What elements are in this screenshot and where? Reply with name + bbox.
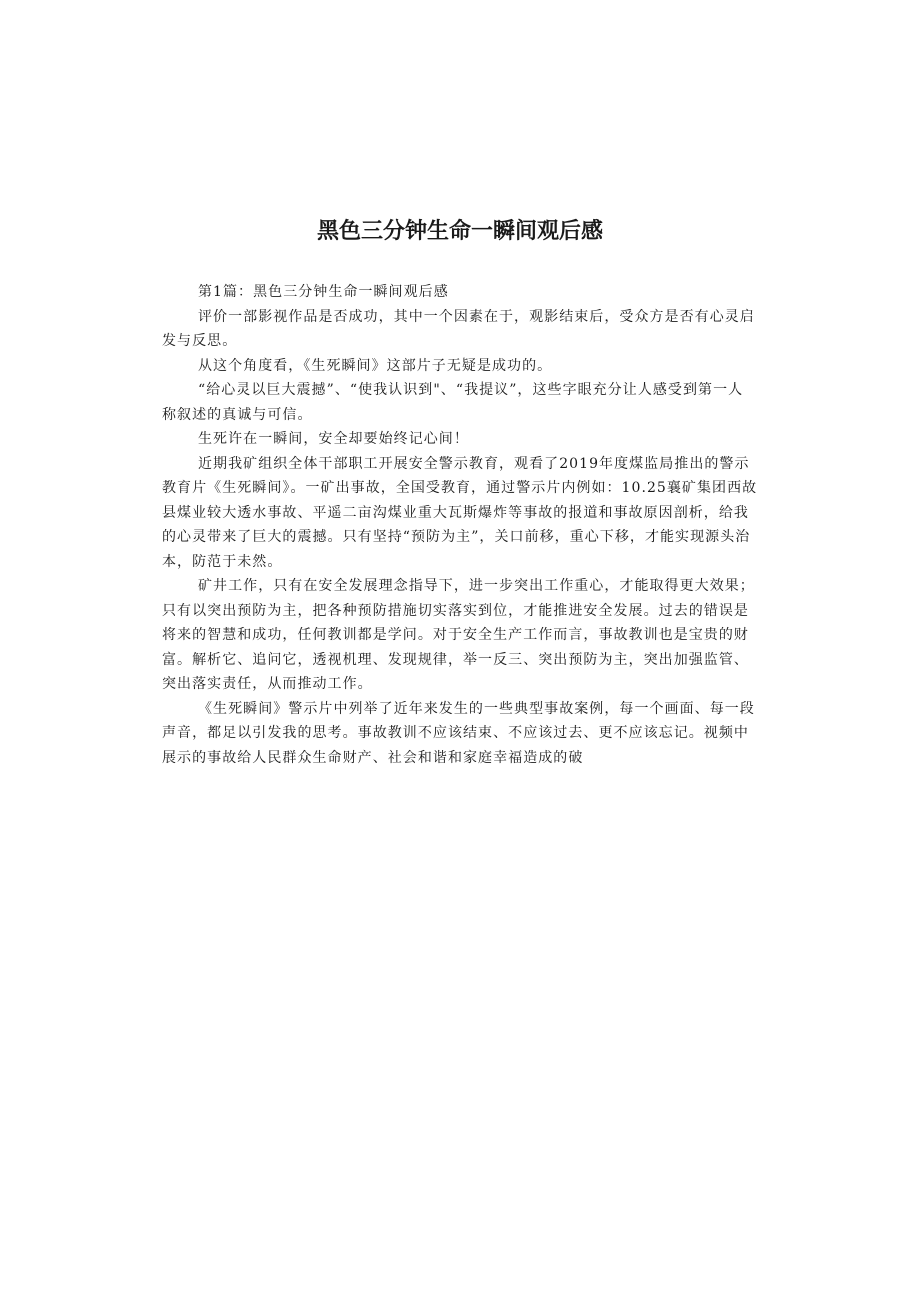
paragraph: 评价一部影视作品是否成功，其中一个因素在于，观影结束后，受众方是否有心灵启发与反思。: [162, 308, 755, 349]
section-heading: 第1篇：黑色三分钟生命一瞬间观后感: [198, 284, 449, 300]
document-body: [162, 280, 758, 770]
paragraph: 从这个角度看，《生死瞬间》这部片子无疑是成功的。: [198, 357, 553, 374]
paragraph: 生死许在一瞬间，安全却要始终记心间！: [198, 431, 469, 447]
paragraph: 《生死瞬间》警示片中列举了近年来发生的一些典型事故案例，每一个画面、每一段声音，都足以引发我的思考。事故教训不应该结束、不应该过去、更不应该忘记。视频中展示的事故给人民群众生命财产、社会和谐和家庭幸福造成的破: [162, 700, 755, 766]
document-title: 黑色三分钟生命一瞬间观后感: [316, 219, 603, 244]
paragraph: 矿井工作，只有在安全发展理念指导下，进一步突出工作重心，才能取得更大效果；只有以突出预防为主，把各种预防措施切实落实到位，才能推进安全发展。过去的错误是将来的智慧和成功，任何教训都是学问。对于安全生产工作而言，事故教训也是宝贵的财富。解析它、追问它，透视机理、发现规律，举一反三、突出预防为主，突出加强监管、突出落实责任，从而推动工作。: [162, 578, 755, 692]
paragraph: “给心灵以巨大震撼”、“使我认识到"、“我提议”，这些字眼充分让人感受到第一人称叙述的真诚与可信。: [162, 382, 744, 423]
paragraph: 近期我矿组织全体干部职工开展安全警示教育，观看了2019年度煤监局推出的警示教育片《生死瞬间》。一矿出事故，全国受教育，通过警示片内例如：10.25襄矿集团西故县煤业较大透水事故、平遥二亩沟煤业重大瓦斯爆炸等事故的报道和事故原因剖析，给我的心灵带来了巨大的震撼。只有坚持“预防为主”，关口前移，重心下移，才能实现源头治本，防范于未然。: [162, 455, 758, 570]
